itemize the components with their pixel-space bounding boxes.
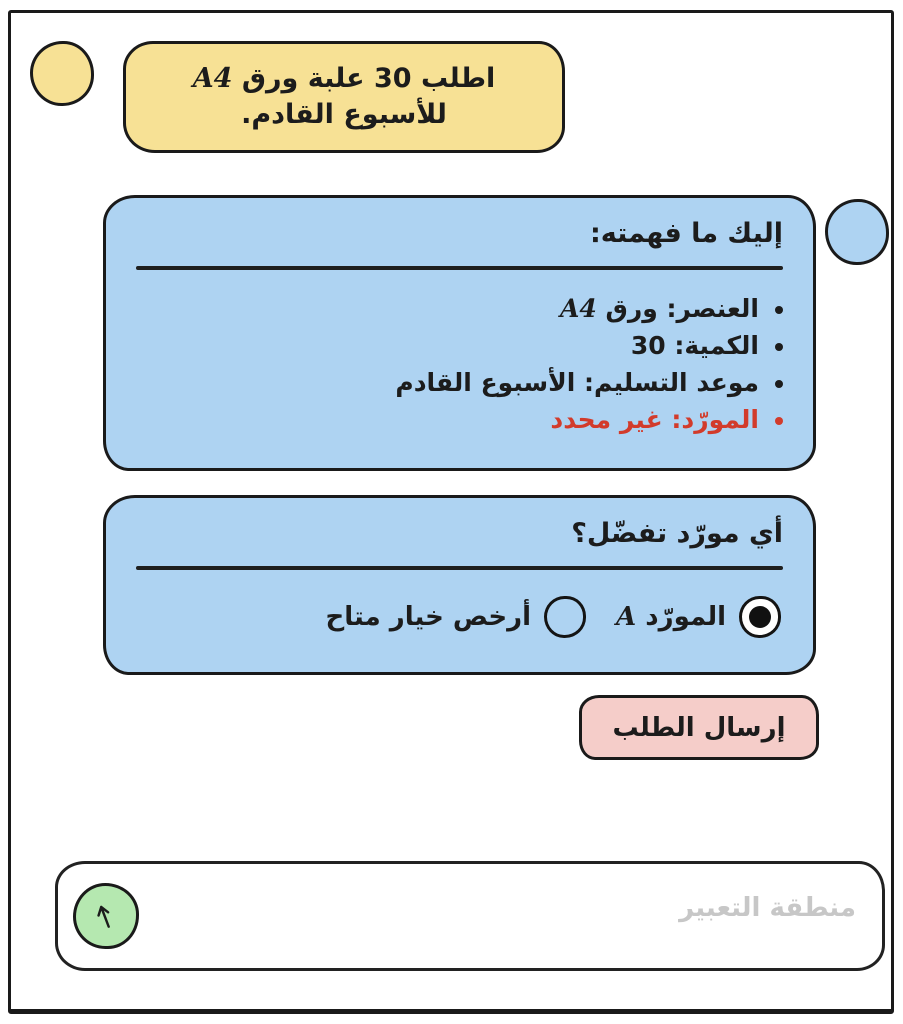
option-label: أرخص خيار متاح <box>325 602 532 633</box>
radio-unselected-icon[interactable] <box>544 596 586 638</box>
app-frame <box>8 10 894 1014</box>
send-button[interactable] <box>73 883 139 949</box>
item-code: A4 <box>192 62 233 94</box>
submit-order-button[interactable]: إرسال الطلب <box>579 695 819 760</box>
supplier-options <box>136 596 783 638</box>
option-cheapest-available[interactable] <box>326 596 587 638</box>
option-label <box>616 602 726 632</box>
summary-item-delivery: • موعد التسليم: الأسبوع القادم <box>136 364 761 401</box>
radio-selected-icon[interactable] <box>739 596 781 638</box>
summary-item-text: العنصر: ورق <box>605 294 759 324</box>
divider <box>136 566 783 570</box>
composer-input[interactable] <box>58 864 882 968</box>
cursor-arrow-icon <box>89 899 123 933</box>
assistant-summary-bubble <box>103 195 816 471</box>
assistant-avatar <box>825 199 889 265</box>
user-avatar <box>30 41 94 106</box>
user-message-bubble <box>123 41 565 153</box>
item-code: A <box>616 602 637 633</box>
option-supplier-a[interactable] <box>616 596 781 638</box>
supplier-question-bubble <box>103 495 816 675</box>
summary-item-quantity: • الكمية: 30 <box>136 327 761 364</box>
summary-item-supplier-missing: • المورّد: غير محدد <box>136 401 761 438</box>
summary-list <box>136 290 783 438</box>
summary-header: إليك ما فهمته: <box>589 218 783 249</box>
item-code: A4 <box>560 294 597 324</box>
user-message-part: اطلب 30 علبة ورق <box>241 62 496 94</box>
composer <box>55 861 885 971</box>
user-message-text <box>154 61 534 134</box>
user-message-part: للأسبوع القادم. <box>241 99 447 130</box>
summary-item-element <box>136 290 761 327</box>
question-header: أي مورّد تفضّل؟ <box>571 518 783 549</box>
divider <box>136 266 783 270</box>
option-text: المورّد <box>645 602 726 633</box>
